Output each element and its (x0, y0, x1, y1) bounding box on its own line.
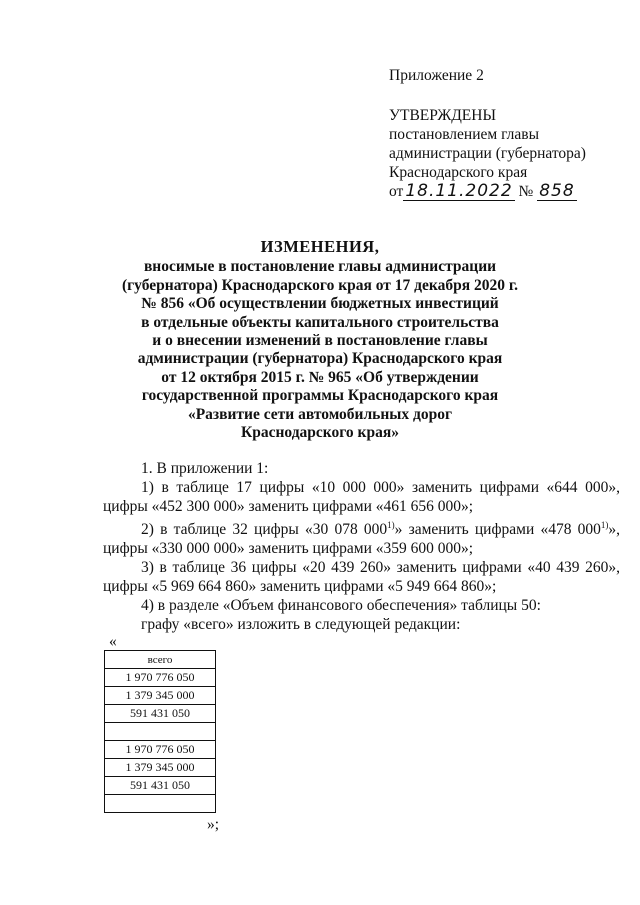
opening-quote: « (109, 633, 117, 650)
table-row (105, 705, 216, 723)
approval-line-1: постановлением главы (389, 126, 539, 143)
table-row (105, 777, 216, 795)
title-line: № 856 «Об осуществлении бюджетных инвестиций (141, 295, 499, 313)
table-cell: 1 970 776 050 (105, 741, 216, 759)
approval-line-3: Краснодарского края (389, 164, 528, 181)
paragraph-3 (103, 516, 620, 558)
title-line: администрации (губернатора) Краснодарского края (137, 350, 503, 368)
title-line: от 12 октября 2015 г. № 965 «Об утверждении (161, 368, 479, 386)
body-text (103, 459, 620, 634)
title-line: (губернатора) Краснодарского края от 17 декабря 2020 г. (121, 276, 518, 294)
table-row (105, 723, 216, 741)
date-prefix: от (389, 183, 404, 200)
table-row (105, 687, 216, 705)
table-header-cell: всего (105, 651, 216, 669)
title-line: «Развитие сети автомобильных дорог (187, 405, 453, 423)
document-title (60, 238, 580, 442)
title-line: вносимые в постановление главы администрации (143, 258, 497, 276)
table-row (105, 741, 216, 759)
footnote-mark: 1) (387, 520, 395, 530)
paragraph-4: 3) в таблице 36 цифры «20 439 260» заменить цифрами «40 439 260», цифры «5 969 664 860» заменить цифрами «5 949 664 860»; (103, 559, 620, 596)
paragraph-3-part-a: 2) в таблице 32 цифры «30 078 000 (141, 521, 388, 539)
paragraph-1: 1. В приложении 1: (141, 460, 269, 477)
title-line: и о внесении изменений в постановление главы (152, 332, 488, 350)
handwritten-date: 18.11.2022 (405, 181, 513, 201)
table-row (105, 759, 216, 777)
table-cell (105, 723, 216, 741)
title-line: в отдельные объекты капитального строительства (141, 313, 499, 331)
table-row (105, 669, 216, 687)
table-cell: 591 431 050 (105, 777, 216, 795)
title-line: Краснодарского края» (240, 424, 399, 442)
table-cell: 1 970 776 050 (105, 669, 216, 687)
closing-quote: »; (207, 816, 220, 833)
title-line: государственной программы Краснодарского края (141, 387, 499, 405)
annex-label: Приложение 2 (389, 67, 484, 84)
number-sign: № (518, 183, 534, 200)
approval-date-line (389, 182, 629, 201)
table-cell (105, 795, 216, 813)
paragraph-6: графу «всего» изложить в следующей редакции: (141, 616, 461, 634)
footnote-mark: 1) (600, 520, 609, 530)
approval-line-2: администрации (губернатора) (389, 145, 586, 162)
table-cell: 1 379 345 000 (105, 759, 216, 777)
title-heading: ИЗМЕНЕНИЯ, (260, 237, 380, 256)
table-header-row (105, 651, 216, 669)
table-cell: 1 379 345 000 (105, 687, 216, 705)
paragraph-2: 1) в таблице 17 цифры «10 000 000» заменить цифрами «644 000», цифры «452 300 000» заменить цифрами «461 656 000»; (103, 479, 620, 515)
total-column-table (104, 650, 216, 813)
approval-block (389, 66, 629, 201)
paragraph-3-part-b: » заменить цифрами «478 000 (394, 521, 601, 539)
paragraph-5: 4) в разделе «Объем финансового обеспечения» таблицы 50: (141, 597, 541, 615)
table-row (105, 795, 216, 813)
approved-label: УТВЕРЖДЕНЫ (389, 107, 496, 124)
paragraph-3-part-c: », цифры «330 000 000» заменить цифрами «359 600 000»; (103, 521, 620, 558)
table-cell: 591 431 050 (105, 705, 216, 723)
handwritten-number: 858 (539, 181, 575, 201)
